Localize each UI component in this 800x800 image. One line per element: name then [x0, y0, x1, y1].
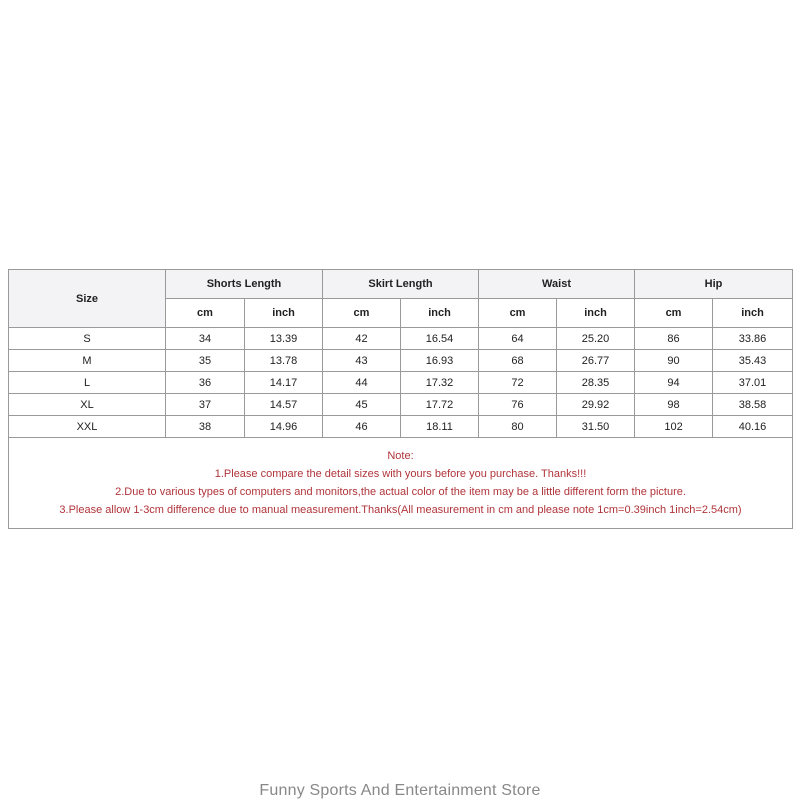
size-cell: XXL: [9, 416, 166, 438]
table-cell: 29.92: [557, 394, 635, 416]
table-cell: 14.57: [245, 394, 323, 416]
unit-inch: inch: [245, 299, 323, 328]
table-cell: 86: [635, 328, 713, 350]
table-cell: 16.93: [401, 350, 479, 372]
size-header: Size: [9, 270, 166, 328]
table-cell: 45: [323, 394, 401, 416]
table-row: [9, 328, 793, 350]
table-cell: 18.11: [401, 416, 479, 438]
header-row: [9, 270, 793, 299]
group-header-hip: Hip: [635, 270, 793, 299]
table-cell: 16.54: [401, 328, 479, 350]
group-header-skirt-length: Skirt Length: [323, 270, 479, 299]
unit-cm: cm: [166, 299, 245, 328]
table-cell: 35.43: [713, 350, 793, 372]
table-cell: 17.72: [401, 394, 479, 416]
table-cell: 25.20: [557, 328, 635, 350]
table-row: [9, 394, 793, 416]
unit-cm: cm: [479, 299, 557, 328]
table-cell: 76: [479, 394, 557, 416]
table-cell: 38: [166, 416, 245, 438]
size-cell: S: [9, 328, 166, 350]
unit-inch: inch: [401, 299, 479, 328]
note-line-1: 1.Please compare the detail sizes with yours before you purchase. Thanks!!!: [214, 468, 587, 480]
size-cell: L: [9, 372, 166, 394]
size-cell: XL: [9, 394, 166, 416]
table-cell: 13.78: [245, 350, 323, 372]
table-cell: 98: [635, 394, 713, 416]
table-cell: 40.16: [713, 416, 793, 438]
note-cell: [9, 438, 793, 529]
unit-cm: cm: [323, 299, 401, 328]
table-cell: 17.32: [401, 372, 479, 394]
table-cell: 37: [166, 394, 245, 416]
table-cell: 34: [166, 328, 245, 350]
note-title: Note:: [387, 450, 414, 462]
table-cell: 26.77: [557, 350, 635, 372]
store-name-watermark: Funny Sports And Entertainment Store: [259, 782, 541, 799]
note-line-2: 2.Due to various types of computers and monitors,the actual color of the item may be a little different form the picture.: [115, 486, 686, 498]
table-cell: 44: [323, 372, 401, 394]
unit-cm: cm: [635, 299, 713, 328]
table-cell: 38.58: [713, 394, 793, 416]
table-cell: 42: [323, 328, 401, 350]
note-row: [9, 438, 793, 529]
table-cell: 35: [166, 350, 245, 372]
table-cell: 14.96: [245, 416, 323, 438]
group-header-waist: Waist: [479, 270, 635, 299]
table-cell: 33.86: [713, 328, 793, 350]
table-row: [9, 372, 793, 394]
table-row: [9, 416, 793, 438]
table-cell: 31.50: [557, 416, 635, 438]
group-header-shorts-length: Shorts Length: [166, 270, 323, 299]
table-cell: 64: [479, 328, 557, 350]
table-cell: 37.01: [713, 372, 793, 394]
unit-inch: inch: [557, 299, 635, 328]
note-line-3: 3.Please allow 1-3cm difference due to manual measurement.Thanks(All measurement in cm and please note 1cm=0.39inch 1inch=2.54cm): [59, 504, 742, 516]
table-row: [9, 350, 793, 372]
unit-inch: inch: [713, 299, 793, 328]
table-cell: 36: [166, 372, 245, 394]
table-cell: 102: [635, 416, 713, 438]
table-cell: 90: [635, 350, 713, 372]
table-cell: 94: [635, 372, 713, 394]
table-cell: 68: [479, 350, 557, 372]
table-cell: 80: [479, 416, 557, 438]
size-chart-table: [8, 269, 793, 529]
table-cell: 43: [323, 350, 401, 372]
table-cell: 28.35: [557, 372, 635, 394]
table-cell: 72: [479, 372, 557, 394]
size-cell: M: [9, 350, 166, 372]
table-cell: 46: [323, 416, 401, 438]
table-cell: 13.39: [245, 328, 323, 350]
table-cell: 14.17: [245, 372, 323, 394]
